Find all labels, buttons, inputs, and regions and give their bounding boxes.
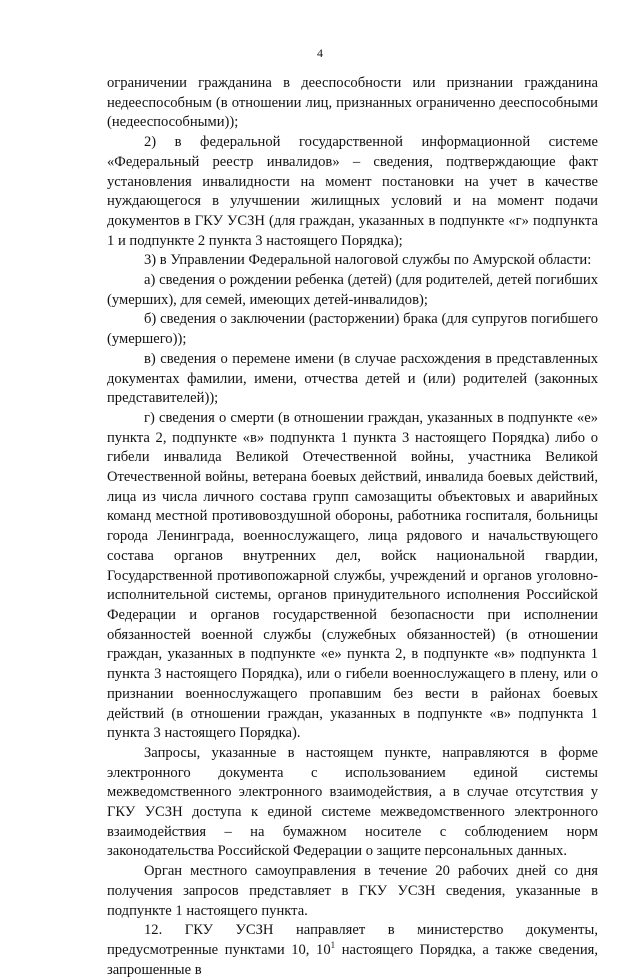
paragraph-item-3: 3) в Управлении Федеральной налоговой службы по Амурской области:: [144, 252, 592, 269]
paragraph-local-authority: Орган местного самоуправления в течение 20 рабочих дней со дня получения запросов представляет в ГКУ УСЗН сведения, указанные в подпункте 1 настоящего пункта.: [107, 863, 598, 919]
paragraph-item-12-text-before: 12. ГКУ УСЗН направляет в министерство документы, предусмотренные пунктами 10, 10: [107, 922, 598, 958]
paragraph-item-12: [107, 921, 598, 980]
paragraph-requests: Запросы, указанные в настоящем пункте, направляются в форме электронного документа с использованием единой системы межведомственного электронного взаимодействия, а в случае отсутствия у ГКУ УСЗН доступа к единой системе межведомственного электронного взаимодействия – на бумажном носителе с соблюдением норм законодательства Российской Федерации о защите персональных данных.: [107, 744, 598, 860]
paragraph-subitem-b: б) сведения о заключении (расторжении) брака (для супругов погибшего (умершего));: [107, 311, 598, 348]
page-number: 4: [317, 46, 323, 60]
paragraph-subitem-a: а) сведения о рождении ребенка (детей) (для родителей, детей погибших (умерших), для семей, имеющих детей-инвалидов);: [107, 272, 598, 308]
document-body: [107, 74, 598, 980]
paragraph-subitem-v: в) сведения о перемене имени (в случае расхождения в представленных документах фамилии, имени, отчества детей и (или) родителей (законных представителей));: [107, 350, 598, 407]
paragraph-continuation: ограничении гражданина в дееспособности или признании гражданина недееспособным (в отношении лиц, признанных ограниченно дееспособными (недееспособными));: [107, 75, 598, 131]
paragraph-item-12-text-after: настоящего Порядка, а также сведения, запрошенные в: [107, 941, 598, 978]
paragraph-subitem-g: г) сведения о смерти (в отношении граждан, указанных в подпункте «е» пункта 2, подпункте «в» подпункта 1 пункта 3 настоящего Порядка) либо о гибели инвалида Великой Отечественной войны, участника Великой Отечественной войны, ветерана боевых действий, инвалида боевых действий, лица из числа личного состава групп самозащиты объектовых и аварийных команд местной противовоздушной обороны, работника госпиталя, больницы города Ленинграда, военнослужащего, лица рядового и начальствующего состава органов внутренних дел, войск национальной гвардии, Государственной противопожарной службы, учреждений и органов уголовно-исполнительной системы, органов принудительного исполнения Российской Федерации и органов государственной безопасности при исполнении обязанностей военной службы (служебных обязанностей) (в отношении граждан, указанных в подпункте «е» пункта 2, в подпункте «в» подпункта 1 пункта 3 настоящего Порядка), или о гибели военнослужащего в плену, или о признании военнослужащего пропавшим без вести в районах боевых действий (в отношении граждан, указанных в подпункте «в» подпункта 1 пункта 3 настоящего Порядка).: [107, 409, 598, 742]
superscript: 1: [330, 940, 336, 951]
paragraph-item-2: 2) в федеральной государственной информационной системе «Федеральный реестр инвалидов» – сведения, подтверждающие факт установления инвалидности на момент постановки на учет в качестве нуждающегося в улучшении жилищных условий и на момент подачи документов в ГКУ УСЗН (для граждан, указанных в подпункте «г» подпункта 1 и подпункте 2 пункта 3 настоящего Порядка);: [107, 134, 598, 249]
